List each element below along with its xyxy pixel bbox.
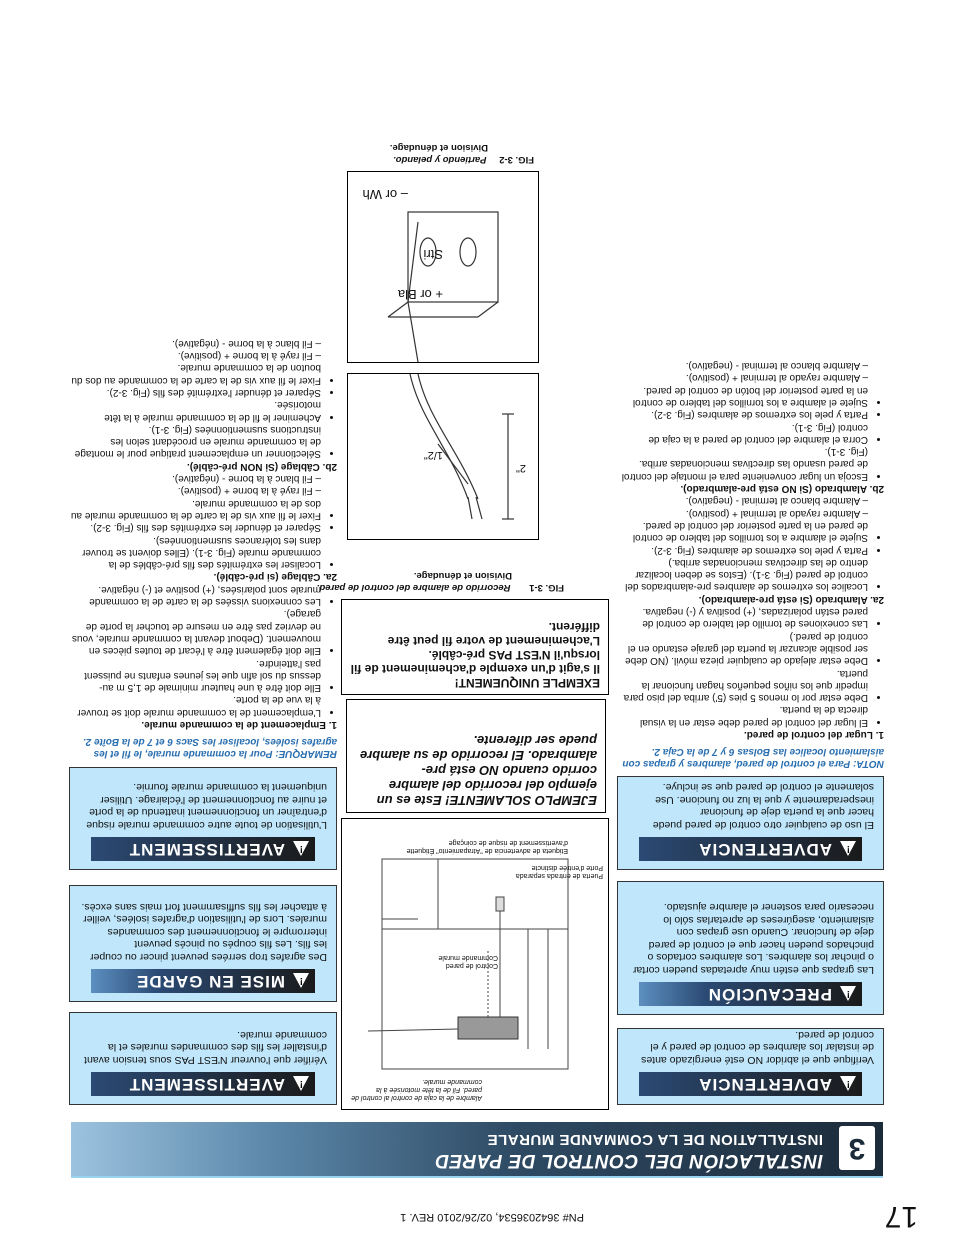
- part-number: PN# 3642036534, 02/26/2010 REV. 1: [400, 1211, 584, 1223]
- fig2-caption: [334, 141, 534, 165]
- instruction-heading: 2b. Câblage (Si NON pré-câblé).: [186, 460, 337, 472]
- caution-header: ! MISE EN GARDE: [91, 969, 315, 993]
- caution-text: Des agrafes trop serrées peuvent pincer ou couper les fils. Les fils coupés ou pincés peuvent interrompre le fonctionnement des commandes murales. Lors de l'utilisation d'agrafes isolées, veiller à attacher les fils suffisamment fort mais sans excès.: [81, 901, 327, 963]
- instruction-heading: 2a. Alambrado (Si está pre-alambrado).: [698, 593, 884, 605]
- wire-callout: Alambre de la caja de control al control de pared. Fil de la tête motorisée à la commande murale.: [351, 1078, 482, 1101]
- section-title-fr: INSTALLATION DE LA COMMANDE MURALE: [487, 1131, 823, 1148]
- instruction-bullet: • Fixer le fil aux vis de la carte de la commande au dos du bouton de la commande murale.: [69, 361, 321, 386]
- wall-control-icon: [496, 897, 504, 911]
- instruction-subline: – Alambre blanco al terminal - (negativo).: [685, 360, 868, 372]
- instruction-bullet: • Sujete el alambre a los tornillos del tablero de control de pared en la parte posterior del control de pared.: [619, 519, 868, 544]
- warning-header: ! AVERTISSEMENT: [91, 1072, 315, 1096]
- warning-text: L'utilisation de toute autre commande murale risque d'entraîner un fonctionnement inattendu de la porte et nuire au fonctionnement de l'éclairage. Utiliser uniquement la commande murale fournie.: [86, 781, 327, 831]
- dimension-half-in: 1/2": [423, 449, 443, 461]
- instruction-bullet: • Escoja un lugar conveniente para el montaje del control de pared usando las directivas mencionadas arriba. (Fig. 3-1).: [619, 445, 868, 482]
- instruction-subline: – Fil blanc à la borne - (négative).: [172, 473, 321, 485]
- instruction-subline: – Alambre blanco al terminal - (negativo).: [685, 495, 868, 507]
- caution-header: ! PRECAUCIÓN: [639, 982, 862, 1006]
- control-callout: Control de pared Commande murale: [438, 954, 498, 969]
- instruction-bullet: • L'emplacement de la commande murale doit se trouver à la vue de la porte.: [69, 693, 321, 718]
- warning-text: El uso de cualquier otro control de pared puede hacer que la puerta deje de funcionar inesperadamente y que la luz no funcione. Use solamente el control de pared que se incluye.: [652, 781, 874, 831]
- instruction-bullet: • Acheminer le fil de la commande murale à la tête motorisée.: [69, 398, 321, 423]
- warning-triangle-icon: [293, 1077, 309, 1092]
- instruction-heading: 1. Emplacement de la commande murale.: [141, 719, 337, 730]
- fig1-label: FIG. 3-1: [529, 582, 564, 593]
- warning-triangle-icon: [293, 842, 309, 857]
- instruction-bullet: • Séparer et dénuder les extrémités des fils (Fig. 3-2).: [69, 521, 321, 533]
- dimension-2in: 2": [515, 462, 526, 474]
- warning-box-fr-1: [69, 1012, 337, 1105]
- instruction-subline: – Alambre rayado al terminal + (positivo).: [685, 372, 868, 384]
- stripe-label: Stri: [423, 247, 443, 262]
- instruction-bullet: • Séparer et dénuder l'extrémité des fils (Fig. 3-2).: [69, 386, 321, 398]
- instruction-heading: 2b. Alambrado (Si NO está pre-alambrado).: [680, 483, 884, 495]
- label-callout: Etiqueta de advertencia de "Atrapamiento" Étiquette d'avertissement de risque de coinçage: [406, 839, 568, 854]
- instruction-bullet: • Localiser les extrémités des fils pré-câblés de la commande murale (Fig. 3-1). (Elles doivent se trouver dans les tolérances susmentionnées).: [69, 533, 321, 570]
- instruction-bullet: • Localice los extremos de alambres pre-alambrados del control de pared (Fig. 3-1). (Estos se deben localizar dentro de las directivas mencionadas arriba.): [619, 556, 868, 593]
- section-number: 3: [839, 1126, 875, 1170]
- instruction-heading: 1. Lugar del control de pared.: [743, 729, 884, 740]
- opener-motor-unit: [458, 1017, 518, 1039]
- fig2-fr: Division et dénudage.: [389, 142, 488, 153]
- example-box-fr: [341, 599, 609, 695]
- fig2-es: Partiendo y pelando.: [393, 154, 487, 165]
- warning-header: ! AVERTISSEMENT: [91, 837, 315, 861]
- warning-box-es-1: [617, 1028, 884, 1105]
- fig2-diagram: [347, 171, 539, 363]
- nota-es: NOTA: Para el control de pared, alambres y grapas con aislamiento localice las Bolsas 6 y 7 de la Caja 2.: [622, 745, 884, 769]
- warning-triangle-icon: [293, 974, 309, 989]
- door-callout: Puerta de entrada separada Porte d'entrée distincte: [515, 864, 603, 879]
- instruction-bullet: • Parta y pele los extremos de alambres (Fig. 3-2).: [619, 408, 868, 420]
- instructions-fr: [69, 337, 337, 731]
- example-fr-text: Il s'agit d'un exemple d'acheminement de fil lorsqu'il N'EST PAS pré-câblé. L'acheminement de votre fil peut être différent.: [350, 620, 600, 676]
- caution-box-fr: [69, 885, 337, 1002]
- fig2-label: FIG. 3-2: [499, 154, 534, 165]
- example-fr-title: EXEMPLE UNIQUEMENT!: [454, 676, 600, 690]
- negative-label: – or Wh: [362, 187, 408, 202]
- caution-text: Las grapas que estén muy apretadas pueden cortar o pinchar los alambres. Los alambres cortados o pinchados pueden hacer que el control de pared deje de funcionar. Cuando use grapas con aislamiento, asegúreses de apretarlas sólo lo necesario para sostener el alambre ajustado.: [632, 901, 874, 976]
- instruction-bullet: • Debe estar por lo menos 5 pies (5') arriba del piso para impedir que los niños pequeños hagan funcionar la puerta.: [619, 666, 868, 703]
- instruction-subline: – Fil rayé à la borne + (positive).: [177, 485, 321, 497]
- instructions-es: [619, 359, 884, 740]
- instruction-subline: – Alambre rayado al terminal + (positivo).: [685, 507, 868, 519]
- instruction-bullet: • Sélectionner un emplacement pratique pour le montage de la commande murale en procédant selon les instructions susmentionnées (Fig. 3-1).: [69, 423, 321, 460]
- instruction-bullet: • Las conexiones de tornillo del tablero de control de pared están polarizadas, (+) positiva y (-) negativa.: [619, 605, 868, 630]
- warning-triangle-icon: [840, 987, 856, 1002]
- section-title-es: INSTALACIÓN DEL CONTROL DE PARED: [434, 1150, 823, 1171]
- instruction-bullet: • Corra el alambre del control de pared a la caja de control (Fig. 3-1).: [619, 420, 868, 445]
- instruction-subline: – Fil rayé à la borne + (positive).: [177, 350, 321, 362]
- fig1-diagram: [347, 373, 539, 540]
- garage-illustration: [341, 818, 609, 1110]
- instruction-bullet: • Debe estar alejado de cualquier pieza móvil. (NO debe ser posible alcanzar la puerta del garaje estando en el control de pared.): [619, 629, 868, 666]
- warning-text: Verifique que el abridor NO esté energizado antes de instalar los alambres de control de pared y el control de pared.: [641, 1029, 874, 1066]
- example-box-es: EJEMPLO SOLAMENTE! Este es un ejemplo del recorrido del alambre corrido cuando NO está pre-alambrado. El recorrido de su alambre puede ser diferente.: [346, 699, 606, 813]
- section-banner: [71, 1122, 883, 1178]
- fig1-fr: Division et dénudage.: [413, 570, 512, 581]
- wire-strip-drawing: [348, 374, 538, 539]
- warning-triangle-icon: [840, 1077, 856, 1092]
- instruction-bullet: • Elle doit également être à l'écart de toutes pièces en mouvement. (Debout devant la commande murale, vous ne devriez pas être en mesure de toucher la porte de garage).: [69, 607, 321, 656]
- warning-header: ! ADVERTENCIA: [639, 1072, 862, 1096]
- instruction-bullet: • El lugar del control de pared debe estar en la visual directa de la puerta.: [619, 703, 868, 728]
- warning-triangle-icon: [840, 842, 856, 857]
- warning-header: ! ADVERTENCIA: [639, 837, 862, 861]
- remarque-fr: REMARQUE: Pour la commande murale, le fil et les agrafes isolées, localiser les Sacs 6 et 7 de la Boîte 2.: [82, 735, 337, 759]
- instruction-bullet: • Les connexions vissées de la carte de la commande murale sont polarisées, (+) positive et (-) négative.: [69, 582, 321, 607]
- instruction-bullet: • Sujete el alambre a los tornillos del tablero de control en la parte posterior del botón de control de pared.: [619, 383, 868, 408]
- instruction-bullet: • Parta y pele los extremos de alambres (Fig. 3-2).: [619, 543, 868, 555]
- positive-label: + or Bla: [397, 287, 443, 302]
- instruction-heading: 2a. Câblage (si pré-câblé).: [213, 571, 337, 583]
- instruction-bullet: • Elle doit être à une hauteur minimale de 1,5 m au-dessus du sol afin que les jeunes enfants ne puissent pas l'atteindre.: [69, 656, 321, 693]
- warning-box-es-2: [617, 776, 884, 870]
- instruction-bullet: • Fixer le fil aux vis de la carte de la commande murale au dos de la commande murale.: [69, 496, 321, 521]
- fig1-es: Recorrido de alambre del control de pared.: [316, 582, 511, 593]
- instruction-subline: – Fil blanc à la borne - (négative).: [172, 337, 321, 349]
- caution-box-es: [617, 881, 884, 1015]
- page-number: 17: [884, 1200, 918, 1233]
- warning-box-fr-2: [69, 767, 337, 870]
- warning-text: Vérifier que l'ouvreur N'EST PAS sous tension avant d'installer les fils des commandes murales et la commande murale.: [84, 1029, 327, 1066]
